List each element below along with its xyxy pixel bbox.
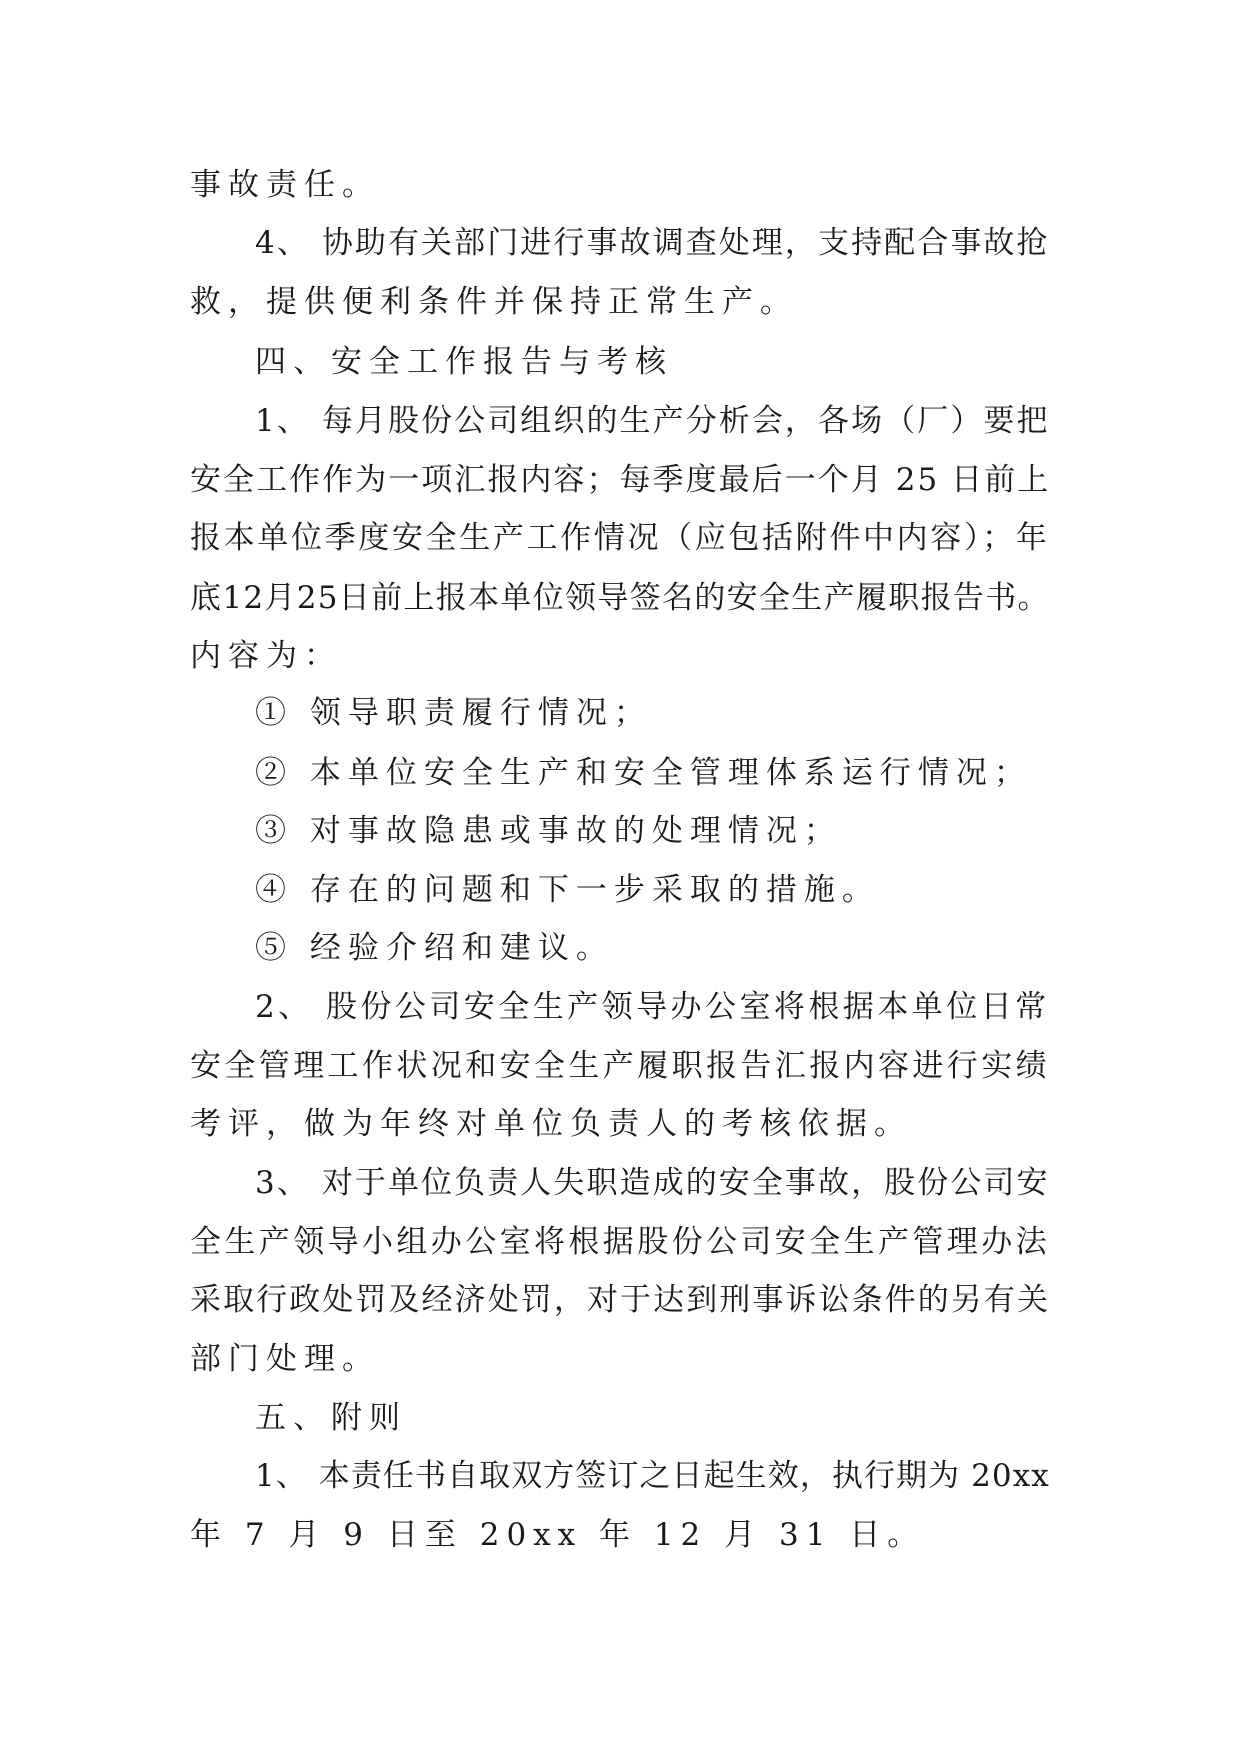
section-heading-4: 四、安全工作报告与考核 — [255, 344, 673, 380]
text-line: 考评，做为年终对单位负责人的考核依据。 — [190, 1106, 912, 1142]
list-item: ⑤ 经验介绍和建议。 — [255, 930, 614, 966]
text-line: 报本单位季度安全生产工作情况（应包括附件中内容）；年 — [190, 520, 1050, 556]
paragraph-item-1: 1、 本责任书自取双方签订之日起生效，执行期为 20xx — [255, 1458, 1050, 1494]
paragraph-item-4: 4、 协助有关部门进行事故调查处理，支持配合事故抢 — [255, 225, 1050, 261]
text-line: 采取行政处罚及经济处罚，对于达到刑事诉讼条件的另有关 — [190, 1282, 1051, 1318]
text-line: 安全工作作为一项汇报内容；每季度最后一个月 25 日前上 — [190, 462, 1051, 498]
text-line: 内容为： — [190, 638, 342, 674]
list-item: ① 领导职责履行情况； — [255, 695, 652, 731]
paragraph-item-3: 3、 对于单位负责人失职造成的安全事故，股份公司安 — [255, 1165, 1050, 1201]
text-line: 事故责任。 — [190, 167, 380, 203]
list-item: ③ 对事故隐患或事故的处理情况； — [255, 813, 842, 849]
text-line: 底12月25日前上报本单位领导签名的安全生产履职报告书。 — [190, 580, 1050, 616]
text-line: 救，提供便利条件并保持正常生产。 — [190, 284, 798, 320]
list-item: ② 本单位安全生产和安全管理体系运行情况； — [255, 755, 1032, 791]
text-line: 部门处理。 — [190, 1341, 380, 1377]
section-heading-5: 五、附则 — [255, 1400, 407, 1436]
text-line: 全生产领导小组办公室将根据股份公司安全生产管理办法 — [190, 1224, 1050, 1260]
paragraph-item-2: 2、 股份公司安全生产领导办公室将根据本单位日常 — [255, 989, 1050, 1025]
text-line: 年 7 月 9 日至 20xx 年 12 月 31 日。 — [190, 1517, 926, 1553]
paragraph-item-1: 1、 每月股份公司组织的生产分析会，各场（厂）要把 — [255, 403, 1050, 439]
text-line: 安全管理工作状况和安全生产履职报告汇报内容进行实绩 — [190, 1048, 1050, 1084]
list-item: ④ 存在的问题和下一步采取的措施。 — [255, 872, 880, 908]
